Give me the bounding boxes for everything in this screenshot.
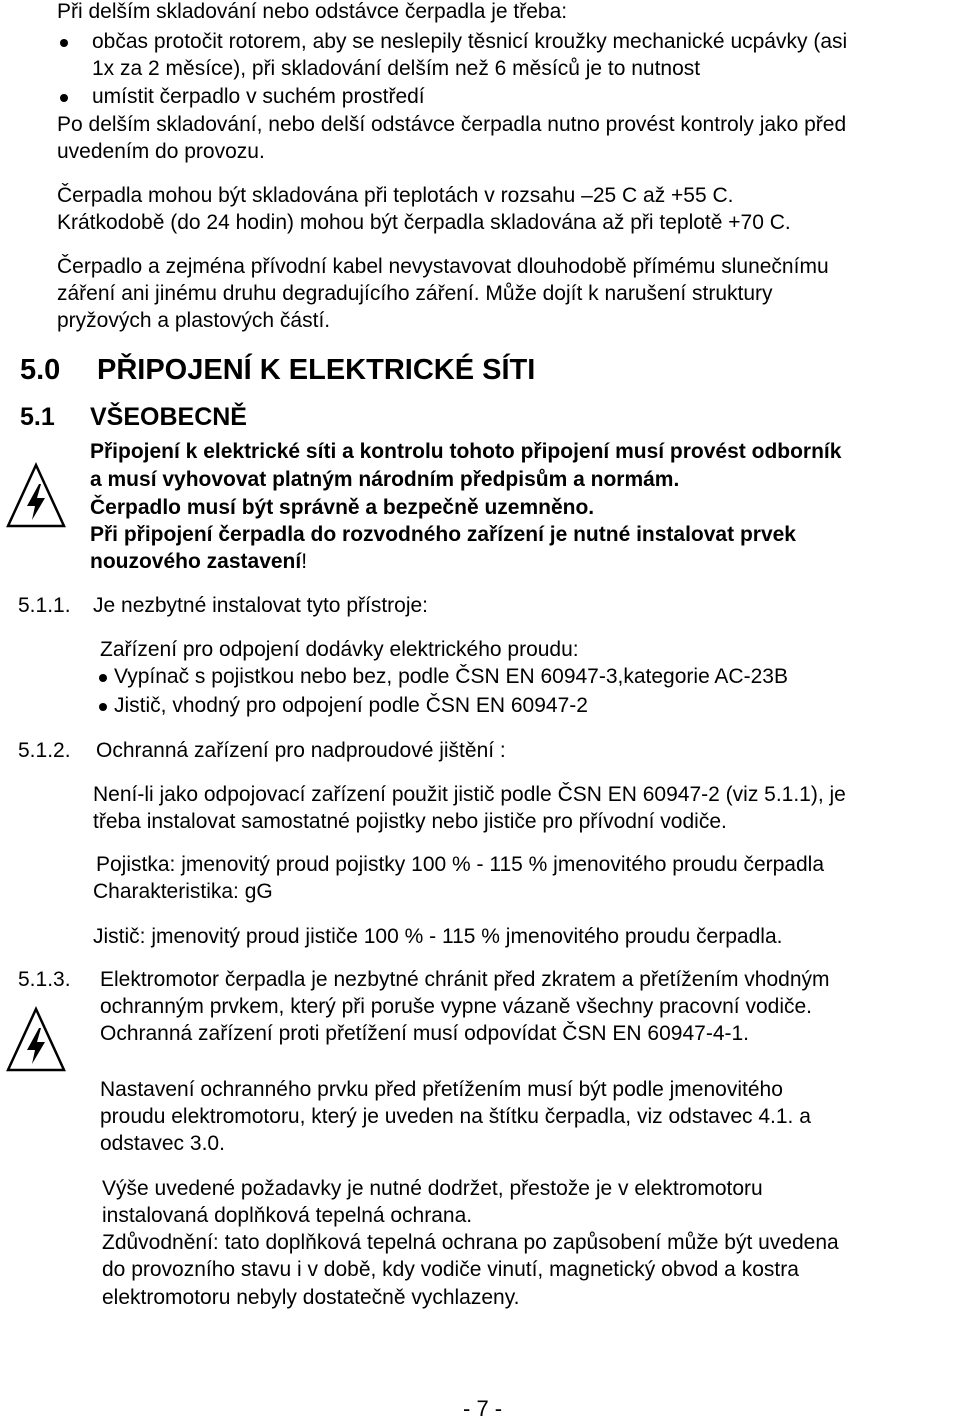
high-voltage-warning-icon: [5, 462, 67, 530]
s512-title: Ochranná zařízení pro nadproudové jištění :: [96, 739, 506, 762]
s513-p2-line-2: proudu elektromotoru, který je uveden na štítku čerpadla, viz odstavec 4.1. a: [100, 1105, 811, 1128]
section-5-1-line-2: a musí vyhovovat platným národním předpisům a normám.: [90, 468, 680, 491]
s512-number: 5.1.2.: [18, 739, 71, 762]
s513-p3-line-2: instalovaná doplňková tepelná ochrana.: [102, 1204, 473, 1227]
bullet-icon: [99, 703, 107, 711]
section-5-1-number: 5.1: [20, 403, 55, 431]
s512-p1-line-2: třeba instalovat samostatné pojistky nebo jističe pro přívodní vodiče.: [93, 810, 727, 833]
s513-number: 5.1.3.: [18, 968, 71, 991]
section-5-1-line-1: Připojení k elektrické síti a kontrolu tohoto připojení musí provést odborník: [90, 440, 842, 463]
s513-p1-line-3: Ochranná zařízení proti přetížení musí odpovídat ČSN EN 60947-4-1.: [100, 1022, 750, 1045]
bullet-icon: [60, 94, 68, 102]
storage-intro: Při delším skladování nebo odstávce čerpadla je třeba:: [57, 0, 568, 23]
storage-after-line-1: Po delším skladování, nebo delší odstávce čerpadla nutno provést kontroly jako před: [57, 113, 847, 136]
s512-p3: Jistič: jmenovitý proud jističe 100 % - 115 % jmenovitého proudu čerpadla.: [93, 925, 783, 948]
storage-sun-line-1: Čerpadlo a zejména přívodní kabel nevystavovat dlouhodobě přímému slunečnímu: [57, 255, 829, 278]
page-number: - 7 -: [463, 1396, 503, 1421]
section-5-1-line-3: Čerpadlo musí být správně a bezpečně uzemněno.: [90, 496, 595, 519]
s513-p1-line-1: Elektromotor čerpadla je nezbytné chránit před zkratem a přetížením vhodným: [100, 968, 830, 991]
storage-bullet-1-line-1: občas protočit rotorem, aby se neslepily těsnicí kroužky mechanické ucpávky (asi: [92, 30, 848, 53]
s512-p1-line-1: Není-li jako odpojovací zařízení použit jistič podle ČSN EN 60947-2 (viz 5.1.1), je: [93, 783, 846, 806]
s511-title: Je nezbytné instalovat tyto přístroje:: [93, 594, 429, 617]
s511-number: 5.1.1.: [18, 594, 71, 617]
s513-p3-line-3: Zdůvodnění: tato doplňková tepelná ochrana po zapůsobení může být uvedena: [102, 1231, 839, 1254]
section-5-1-title: VŠEOBECNĚ: [90, 403, 247, 431]
s513-p2-line-1: Nastavení ochranného prvku před přetížením musí být podle jmenovitého: [100, 1078, 783, 1101]
storage-bullet-1-line-2: 1x za 2 měsíce), při skladování delším než 6 měsíců je to nutnost: [92, 57, 701, 80]
bullet-icon: [60, 39, 68, 47]
bullet-icon: [99, 674, 107, 682]
high-voltage-warning-icon: [5, 1006, 67, 1074]
s511-item-1: Vypínač s pojistkou nebo bez, podle ČSN EN 60947-3,kategorie AC-23B: [114, 665, 788, 688]
section-5-number: 5.0: [20, 354, 61, 386]
storage-sun-line-2: záření ani jinému druhu degradujícího záření. Může dojít k narušení struktury: [57, 282, 773, 305]
s513-p3-line-5: elektromotoru nebyly dostatečně vychlazeny.: [102, 1286, 520, 1309]
section-5-1-line-4: Při připojení čerpadla do rozvodného zařízení je nutné instalovat prvek: [90, 523, 796, 546]
s512-p2-line-2: Charakteristika: gG: [93, 880, 273, 903]
s513-p3-line-4: do provozního stavu i v době, kdy vodiče vinutí, magnetický obvod a kostra: [102, 1258, 799, 1281]
s513-p2-line-3: odstavec 3.0.: [100, 1132, 225, 1155]
s512-p2-line-1: Pojistka: jmenovitý proud pojistky 100 % - 115 % jmenovitého proudu čerpadla: [96, 853, 825, 876]
s513-p3-line-1: Výše uvedené požadavky je nutné dodržet, přestože je v elektromotoru: [102, 1177, 763, 1200]
section-5-1-line-5: [90, 548, 307, 576]
storage-bullet-2: umístit čerpadlo v suchém prostředí: [92, 85, 425, 108]
storage-sun-line-3: pryžových a plastových částí.: [57, 309, 331, 332]
s513-p1-line-2: ochranným prvkem, který při poruše vypne vázaně všechny pracovní vodiče.: [100, 995, 813, 1018]
emergency-stop-text: nouzového zastavení: [90, 550, 302, 573]
storage-temp-line-1: Čerpadla mohou být skladována při teplotách v rozsahu –25 C až +55 C.: [57, 184, 734, 207]
storage-after-line-2: uvedením do provozu.: [57, 140, 265, 163]
exclamation-mark: !: [301, 550, 308, 573]
section-5-title: PŘIPOJENÍ K ELEKTRICKÉ SÍTI: [97, 354, 536, 386]
s511-subtitle: Zařízení pro odpojení dodávky elektrického proudu:: [100, 638, 579, 661]
storage-temp-line-2: Krátkodobě (do 24 hodin) mohou být čerpadla skladována až při teplotě +70 C.: [57, 211, 791, 234]
s511-item-2: Jistič, vhodný pro odpojení podle ČSN EN 60947-2: [114, 694, 588, 717]
